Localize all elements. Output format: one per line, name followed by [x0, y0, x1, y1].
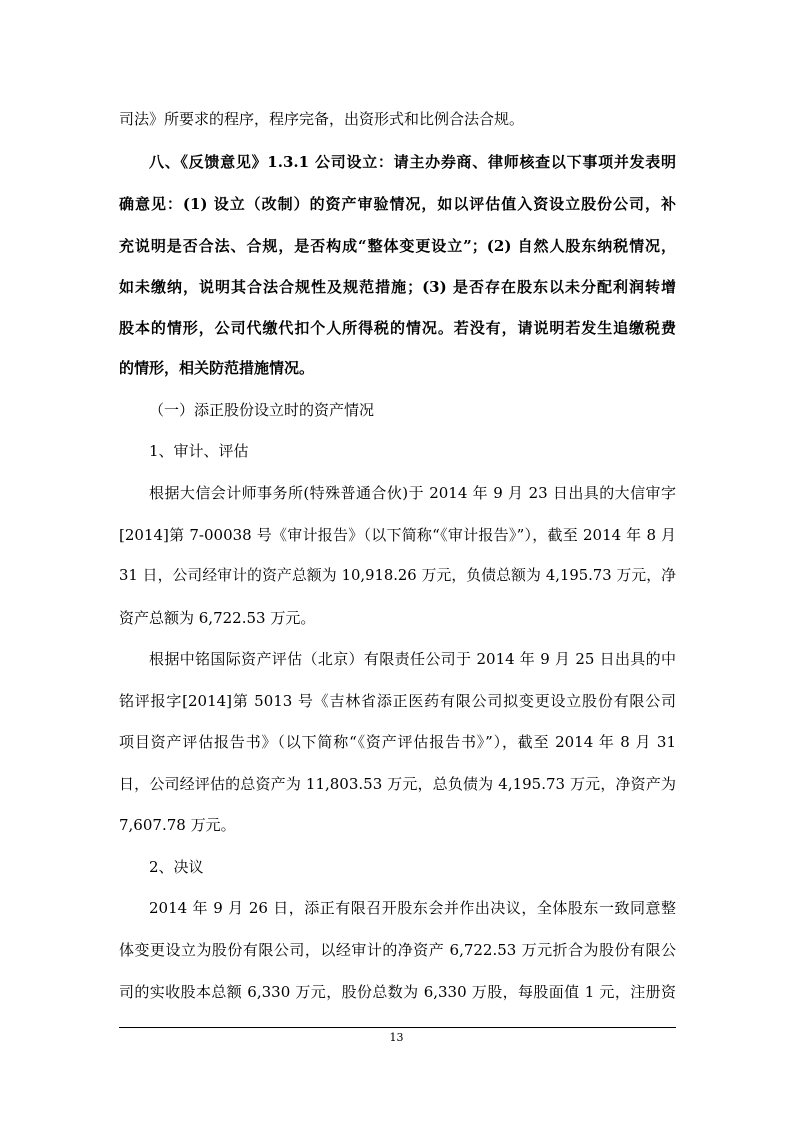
body-text-line: 根据大信会计师事务所(特殊普通合伙)于 2014 年 9 月 23 日出具的大信审字	[149, 484, 676, 502]
body-text-line: 7,607.78 万元。	[119, 816, 236, 834]
page-number: 13	[389, 1031, 404, 1044]
footer-divider	[119, 1027, 676, 1028]
subsection-heading: 2、决议	[149, 858, 204, 876]
body-text-line: 2014 年 9 月 26 日，添正有限召开股东会并作出决议，全体股东一致同意整	[149, 899, 676, 917]
body-text-line: 体变更设立为股份有限公司，以经审计的净资产 6,722.53 万元折合为股份有限公	[119, 941, 676, 959]
paragraph-continuation-line: 司法》所要求的程序，程序完备，出资形式和比例合法合规。	[119, 110, 525, 128]
body-text-line: 铭评报字[2014]第 5013 号《吉林省添正医药有限公司拟变更设立股份有限公司	[119, 692, 676, 710]
feedback-question-line: 确意见：(1) 设立（改制）的资产审验情况，如以评估值入资设立股份公司，补	[119, 195, 676, 213]
body-text-line: 资产总额为 6,722.53 万元。	[119, 609, 316, 627]
feedback-question-line: 充说明是否合法、合规，是否构成“整体变更设立”；(2) 自然人股东纳税情况，	[119, 237, 676, 255]
subsection-heading: 1、审计、评估	[149, 442, 249, 460]
body-text-line: 31 日，公司经审计的资产总额为 10,918.26 万元，负债总额为 4,195.73 万元，净	[119, 567, 676, 584]
feedback-question-line: 如未缴纳，说明其合法合规性及规范措施；(3) 是否存在股东以未分配利润转增	[119, 278, 676, 296]
body-text-line: [2014]第 7-00038 号《审计报告》（以下简称“《审计报告》”），截至 2014 年 8 月	[119, 526, 676, 544]
body-text-line: 项目资产评估报告书》（以下简称“《资产评估报告书》”），截至 2014 年 8 月 31	[119, 733, 676, 751]
body-text-line: 根据中铭国际资产评估（北京）有限责任公司于 2014 年 9 月 25 日出具的中	[149, 650, 676, 668]
section-heading: （一）添正股份设立时的资产情况	[149, 401, 375, 419]
feedback-question-line: 的情形，相关防范措施情况。	[119, 359, 315, 377]
feedback-question-line: 股本的情形，公司代缴代扣个人所得税的情况。若没有，请说明若发生追缴税费	[119, 319, 676, 337]
feedback-question-line: 八、《反馈意见》1.3.1 公司设立：请主办券商、律师核查以下事项并发表明	[149, 153, 676, 171]
body-text-line: 日，公司经评估的总资产为 11,803.53 万元，总负债为 4,195.73 万元，净资产为	[119, 775, 676, 793]
body-text-line: 司的实收股本总额 6,330 万元，股份总数为 6,330 万股，每股面值 1 元，注册资	[119, 983, 676, 1001]
